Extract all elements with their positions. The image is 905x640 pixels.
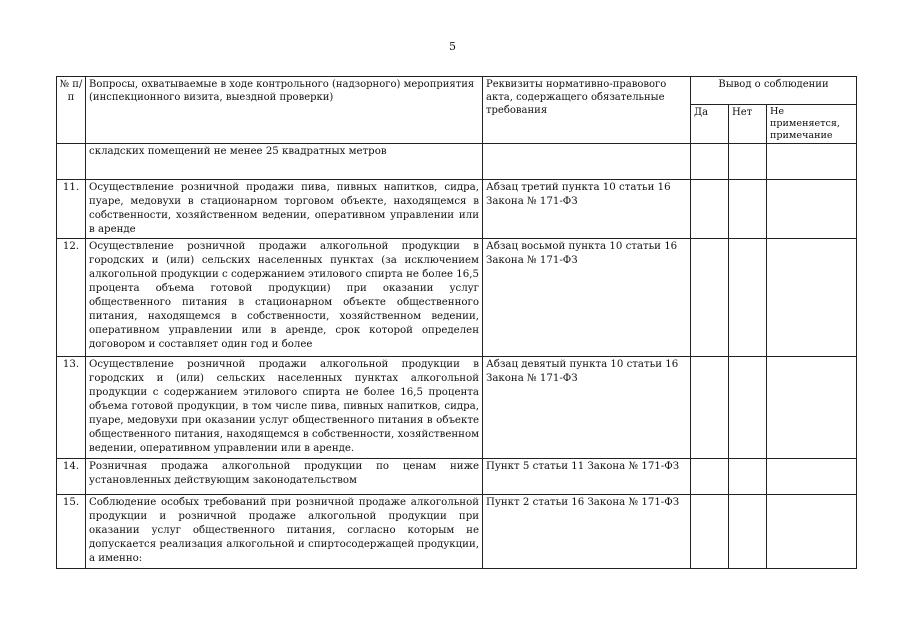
header-row-1 (57, 77, 857, 105)
row-question: Розничная продажа алкогольной продукции по ценам ниже установленных действующим законодательством (86, 459, 483, 495)
cell-yes[interactable] (691, 459, 729, 495)
table-row (57, 495, 857, 569)
cell-not-applicable[interactable] (767, 459, 857, 495)
cell-yes[interactable] (691, 357, 729, 459)
header-requisites: Реквизиты нормативно-правового акта, содержащего обязательные требования (483, 77, 691, 144)
table-row (57, 144, 857, 180)
cell-no[interactable] (729, 239, 767, 357)
cell-no[interactable] (729, 459, 767, 495)
row-question: Соблюдение особых требований при розничной продаже алкогольной продукции и розничной продаже алкогольной продукции при оказании услуг общественного питания, согласно которым не допускается реализация алкогольной и спиртосодержащей продукции, а именно: (86, 495, 483, 569)
row-number: 11. (57, 180, 86, 239)
row-number: 14. (57, 459, 86, 495)
inspection-checklist-table (56, 76, 857, 569)
cell-no[interactable] (729, 144, 767, 180)
row-number: 12. (57, 239, 86, 357)
table-row (57, 180, 857, 239)
cell-no[interactable] (729, 180, 767, 239)
page-number: 5 (449, 40, 456, 53)
table-row (57, 459, 857, 495)
table-row (57, 357, 857, 459)
header-no: Нет (729, 105, 767, 144)
header-conclusion: Вывод о соблюдении (691, 77, 857, 105)
header-yes: Да (691, 105, 729, 144)
row-number: 15. (57, 495, 86, 569)
row-requisite: Абзац третий пункта 10 статьи 16 Закона № 171-ФЗ (483, 180, 691, 239)
header-questions: Вопросы, охватываемые в ходе контрольного (надзорного) мероприятия (инспекционного визита, выездной проверки) (86, 77, 483, 144)
row-number (57, 144, 86, 180)
cell-yes[interactable] (691, 180, 729, 239)
row-requisite: Пункт 2 статьи 16 Закона № 171-ФЗ (483, 495, 691, 569)
cell-not-applicable[interactable] (767, 144, 857, 180)
row-question: Осуществление розничной продажи алкогольной продукции в городских и (или) сельских населенных пунктах алкогольной продукции с содержанием этилового спирта не более 16,5 процента объема готовой продукции, в том числе пива, пивных напитков, сидра, пуаре, медовухи при оказании услуг общественного питания в объекте общественного питания, находящемся в собственности, хозяйственном ведении, оперативном управлении или в аренде. (86, 357, 483, 459)
cell-no[interactable] (729, 495, 767, 569)
row-requisite: Пункт 5 статьи 11 Закона № 171-ФЗ (483, 459, 691, 495)
row-question: Осуществление розничной продажи алкогольной продукции в городских и (или) сельских населенных пунктах (за исключением алкогольной продукции с содержанием этилового спирта не более 16,5 процента объема готовой продукции) при оказании услуг общественного питания в стационарном объекте общественного питания, находящемся в собственности, хозяйственном ведении, оперативном управлении или в аренде, срок которой определен договором и составляет один год и более (86, 239, 483, 357)
cell-not-applicable[interactable] (767, 239, 857, 357)
cell-not-applicable[interactable] (767, 180, 857, 239)
row-requisite: Абзац восьмой пункта 10 статьи 16 Закона № 171-ФЗ (483, 239, 691, 357)
cell-not-applicable[interactable] (767, 357, 857, 459)
header-not-applicable: Не применяется, примечание (767, 105, 857, 144)
row-question: складских помещений не менее 25 квадратных метров (86, 144, 483, 180)
row-number: 13. (57, 357, 86, 459)
cell-yes[interactable] (691, 239, 729, 357)
header-number: № п/п (57, 77, 86, 144)
row-requisite (483, 144, 691, 180)
cell-no[interactable] (729, 357, 767, 459)
row-requisite: Абзац девятый пункта 10 статьи 16 Закона № 171-ФЗ (483, 357, 691, 459)
row-question: Осуществление розничной продажи пива, пивных напитков, сидра, пуаре, медовухи в стационарном торговом объекте, находящемся в собственности, хозяйственном ведении, оперативном управлении или в аренде (86, 180, 483, 239)
table-row (57, 239, 857, 357)
cell-yes[interactable] (691, 495, 729, 569)
cell-yes[interactable] (691, 144, 729, 180)
cell-not-applicable[interactable] (767, 495, 857, 569)
